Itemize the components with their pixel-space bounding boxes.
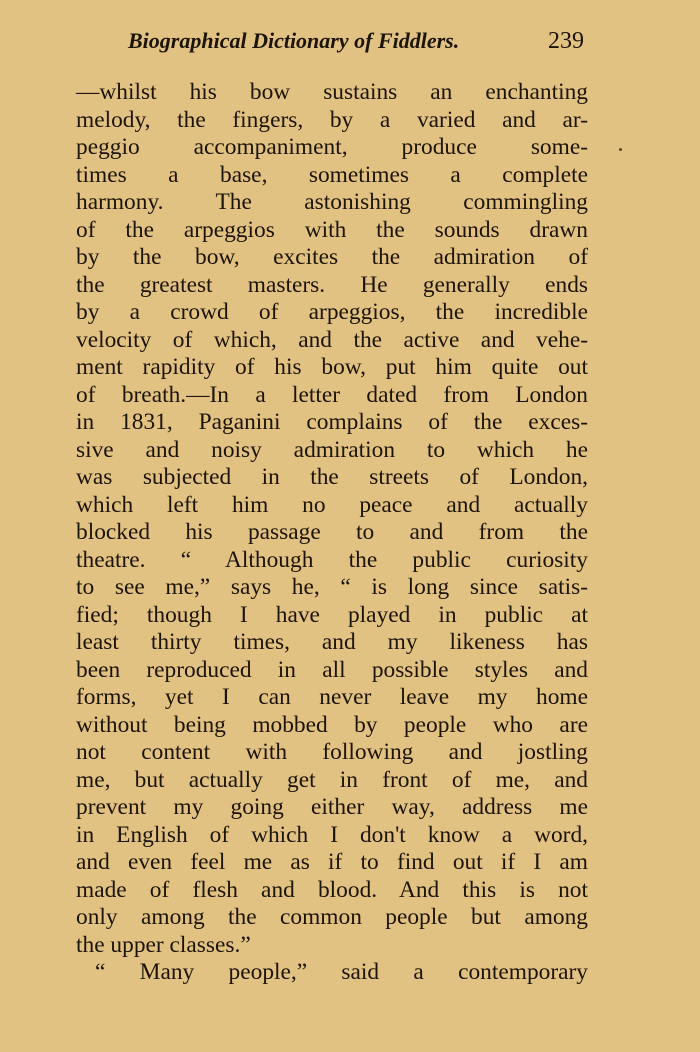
text-line: without being mobbed by people who are (76, 711, 588, 738)
text-line: ment rapidity of his bow, put him quite out (76, 354, 588, 380)
text-line: of breath.—In a letter dated from London (76, 381, 588, 408)
body-text (76, 79, 588, 987)
text-line: harmony. The astonishing commingling (76, 189, 588, 215)
text-line: theatre. “ Although the public curiosity (76, 546, 588, 573)
text-line: by the bow, excites the admiration of (76, 244, 588, 270)
text-line: times a base, sometimes a complete (76, 161, 588, 188)
text-line: melody, the fingers, by a varied and ar- (76, 106, 588, 133)
text-line: not content with following and jostling (76, 739, 588, 765)
text-line: of the arpeggios with the sounds drawn (76, 216, 588, 243)
text-line: made of flesh and blood. And this is not (76, 876, 588, 903)
text-line: the greatest masters. He generally ends (76, 271, 588, 298)
text-line: forms, yet I can never leave my home (76, 684, 588, 710)
text-line: blocked his passage to and from the (76, 519, 588, 545)
text-line: the upper classes.” (76, 931, 251, 958)
text-line: fied; though I have played in public at (76, 601, 588, 628)
text-line: only among the common people but among (76, 904, 588, 930)
text-line: peggio accompaniment, produce some- (76, 134, 588, 160)
text-line: sive and noisy admiration to which he (76, 436, 588, 463)
paper-speck (619, 148, 622, 151)
text-line: to see me,” says he, “ is long since satis- (76, 574, 588, 600)
text-line: me, but actually get in front of me, and (76, 766, 588, 793)
page-number: 239 (548, 28, 584, 54)
text-line: was subjected in the streets of London, (76, 464, 588, 490)
text-line: by a crowd of arpeggios, the incredible (76, 299, 588, 325)
text-line: prevent my going either way, address me (76, 794, 588, 820)
text-line: been reproduced in all possible styles and (76, 656, 588, 683)
text-line: least thirty times, and my likeness has (76, 629, 588, 655)
running-title: Biographical Dictionary of Fiddlers. (128, 28, 460, 53)
text-line: —whilst his bow sustains an enchanting (76, 79, 588, 105)
text-line: and even feel me as if to find out if I am (76, 849, 588, 875)
text-line: which left him no peace and actually (76, 491, 588, 518)
text-line: “ Many people,” said a contemporary (95, 959, 588, 985)
text-line: velocity of which, and the active and vehe- (76, 326, 588, 353)
page-header (76, 24, 588, 58)
text-line: in 1831, Paganini complains of the exces- (76, 409, 588, 435)
text-line: in English of which I don't know a word, (76, 821, 588, 848)
